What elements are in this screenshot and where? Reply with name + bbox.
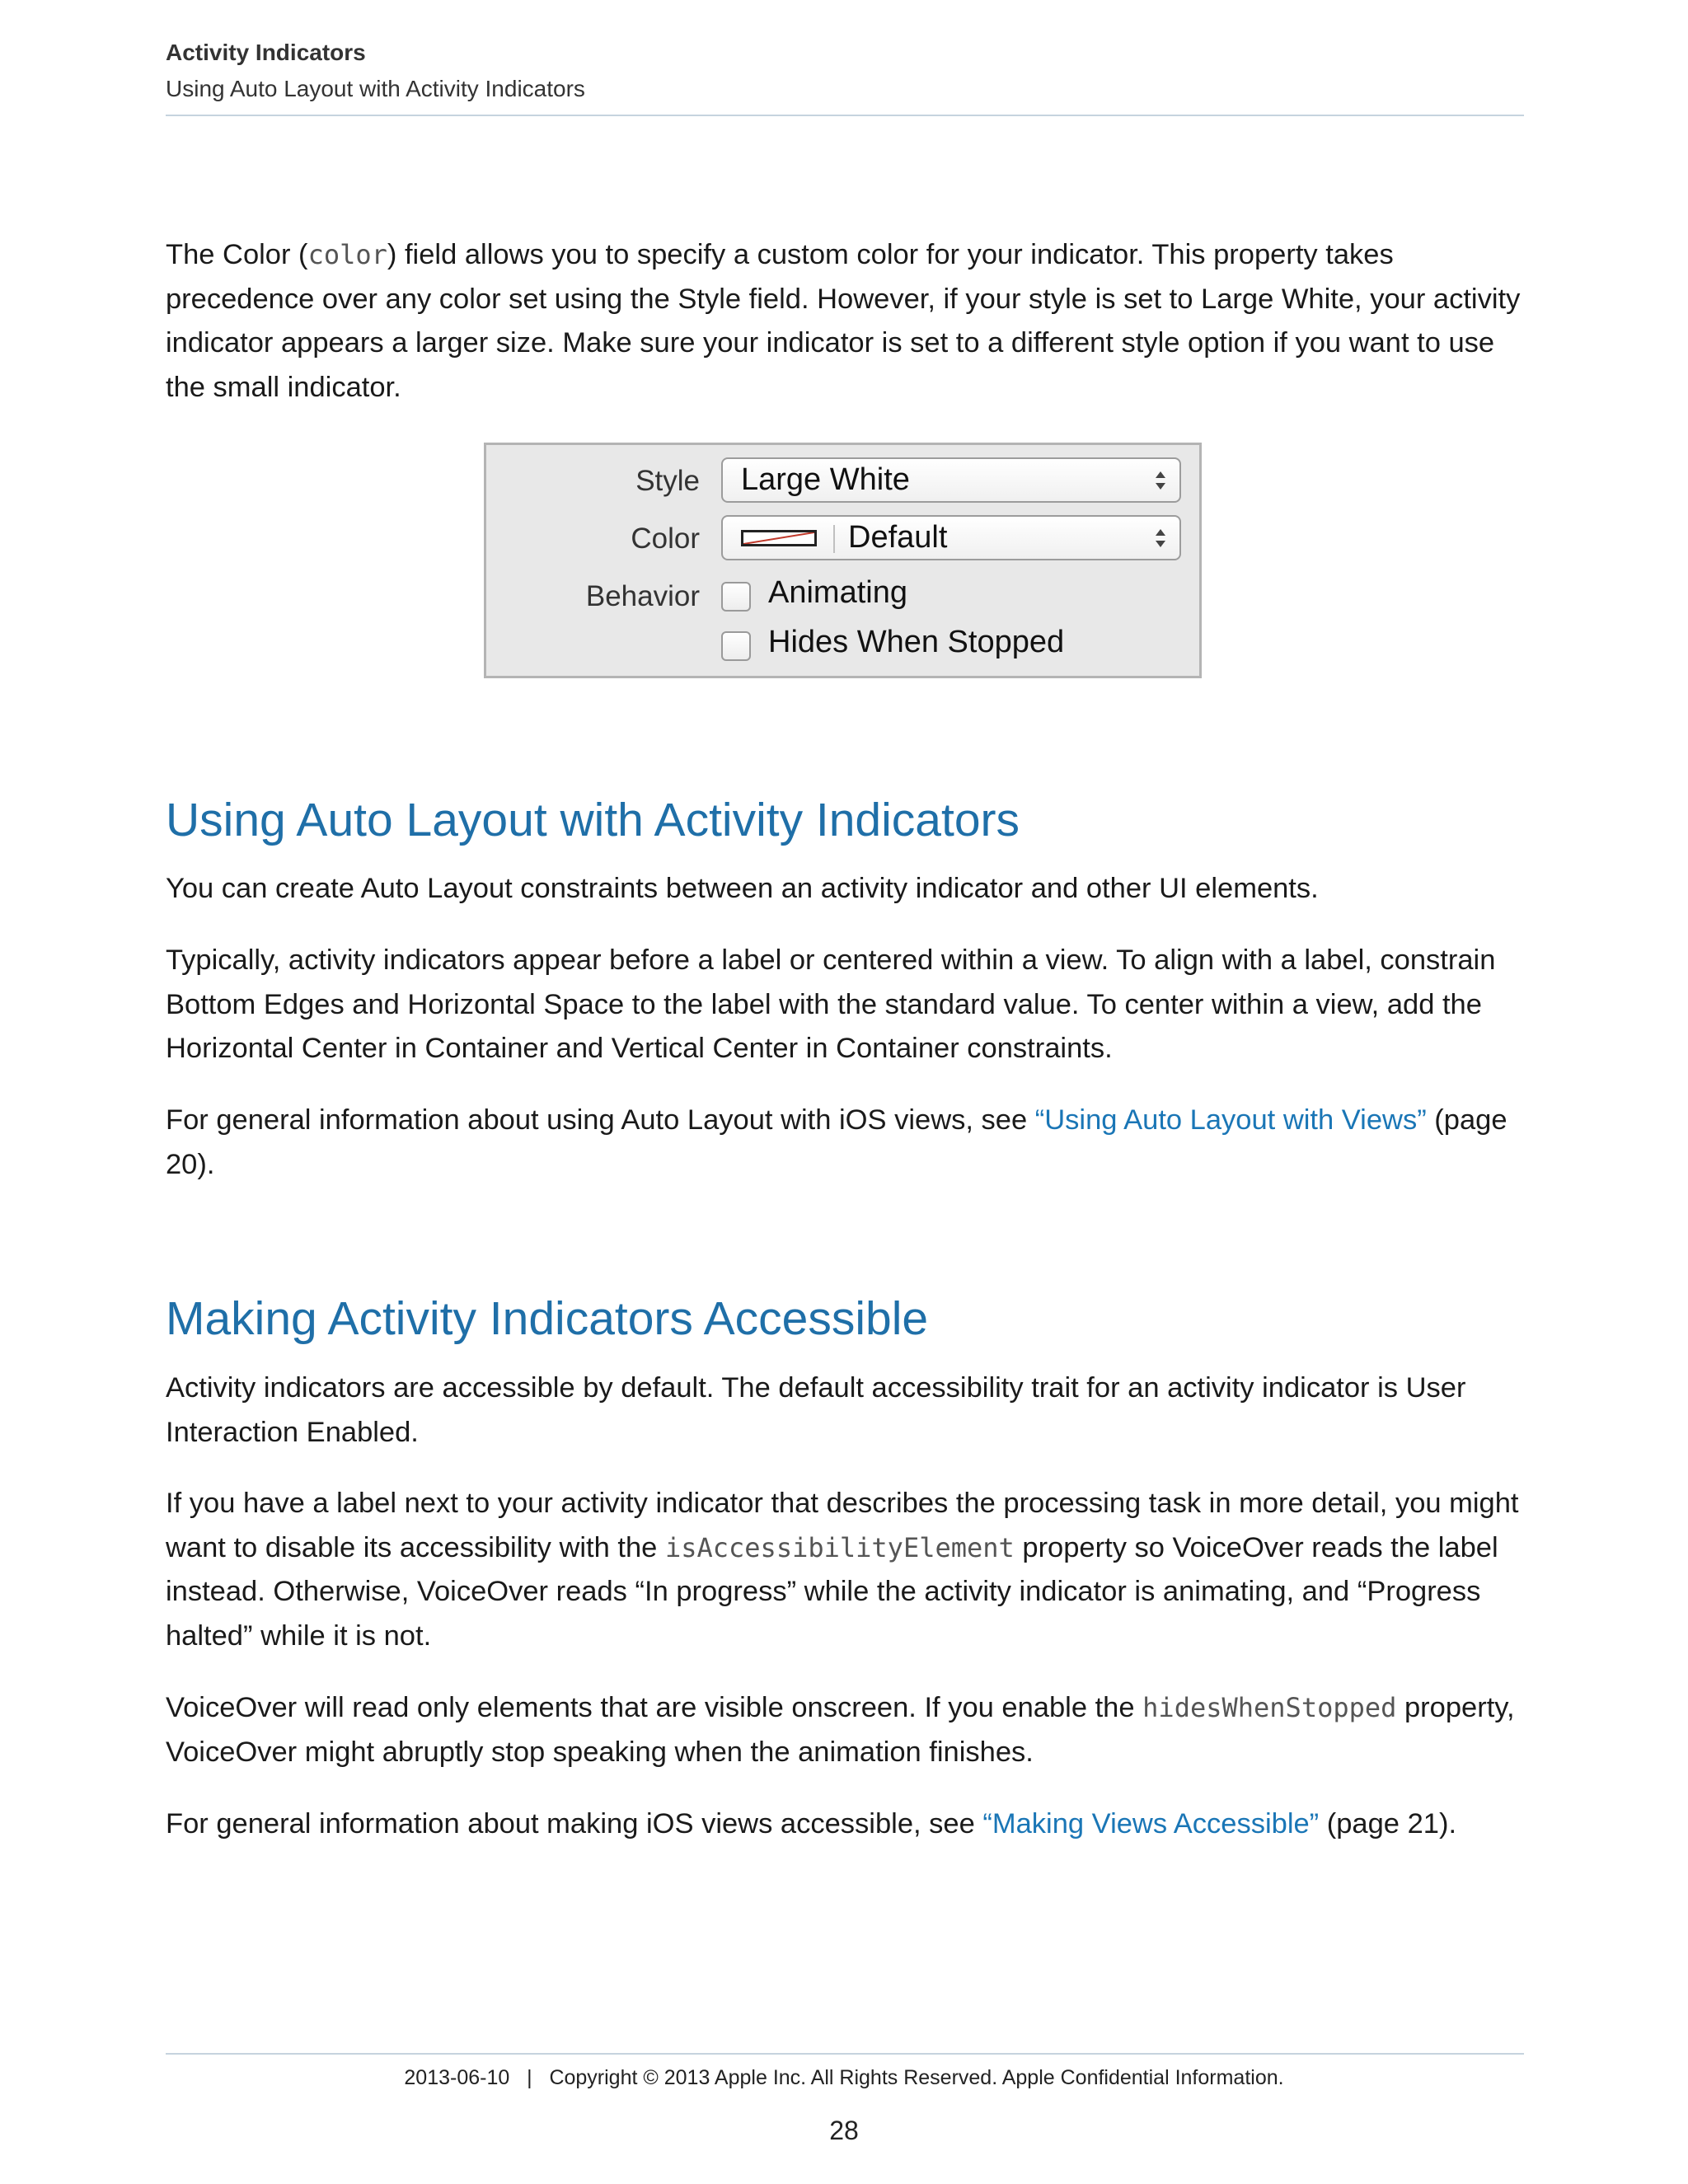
color-label: Color	[631, 523, 700, 555]
autolayout-p3-page: (page 20).	[166, 1104, 1507, 1180]
accessible-p3-text-2: property, VoiceOver might abruptly stop speaking when the animation finishes.	[166, 1692, 1515, 1768]
accessible-paragraph-4	[166, 1802, 1526, 1847]
accessible-p2-text-1: If you have a label next to your activity indicator that describes the processing task in more detail, you might want to disable its accessibility with the	[166, 1488, 1519, 1563]
popup-separator	[833, 525, 835, 553]
accessible-p4-page: (page 21).	[1319, 1808, 1457, 1840]
hides-when-stopped-label: Hides When Stopped	[768, 625, 1065, 659]
header-divider	[166, 115, 1524, 116]
page-number: 28	[829, 2116, 859, 2145]
color-popup-value: Default	[848, 520, 948, 555]
color-swatch-icon	[741, 530, 817, 546]
accessible-p2-text-2: property so VoiceOver reads the label instead. Otherwise, VoiceOver reads “In progress” while the activity indicator is animating, and “Progress halted” while it is not.	[166, 1531, 1498, 1652]
color-popup[interactable]	[721, 515, 1181, 560]
style-popup[interactable]	[721, 457, 1181, 503]
updown-arrows-icon	[1153, 523, 1168, 553]
style-popup-value: Large White	[741, 462, 910, 497]
accessible-p3-text-1: VoiceOver will read only elements that are visible onscreen. If you enable the	[166, 1692, 1143, 1723]
footer-copyright: 2013-06-10 | Copyright © 2013 Apple Inc. All Rights Reserved. Apple Confidential Information.	[404, 2066, 1284, 2089]
accessible-paragraph-2	[166, 1482, 1526, 1658]
intro-text-2: ) field allows you to specify a custom color for your indicator. This property takes precedence over any color set using the Style field. However, if your style is set to Large White, your activity indicator appears a larger size. Make sure your indicator is set to a different style option if you want to use the small indicator.	[166, 239, 1521, 403]
intro-code-color: color	[307, 239, 387, 270]
code-hideswhenstopped: hidesWhenStopped	[1142, 1692, 1397, 1723]
code-isaccessibilityelement: isAccessibilityElement	[664, 1531, 1015, 1563]
animating-label: Animating	[768, 575, 907, 610]
header-section: Using Auto Layout with Activity Indicators	[166, 76, 585, 101]
autolayout-p3-text: For general information about using Auto Layout with iOS views, see	[166, 1104, 1035, 1136]
accessible-paragraph-1: Activity indicators are accessible by default. The default accessibility trait for an activity indicator is User Interaction Enabled.	[166, 1372, 1466, 1448]
accessible-paragraph-3	[166, 1686, 1526, 1774]
animating-checkbox[interactable]	[721, 582, 751, 612]
intro-text-1: The Color (	[166, 239, 308, 270]
link-making-views-accessible[interactable]: “Making Views Accessible”	[982, 1808, 1320, 1840]
autolayout-paragraph-2: Typically, activity indicators appear before a label or centered within a view. To align with a label, constrain Bottom Edges and Horizontal Space to the label with the standard value. To center within a view, add the Horizontal Center in Container and Vertical Center in Container constraints.	[166, 944, 1496, 1064]
style-label: Style	[635, 465, 700, 497]
hides-when-stopped-checkbox[interactable]	[721, 631, 751, 661]
updown-arrows-icon	[1153, 466, 1168, 495]
autolayout-paragraph-3	[166, 1099, 1526, 1187]
accessible-p4-text: For general information about making iOS views accessible, see	[166, 1808, 983, 1840]
footer-divider	[166, 2053, 1524, 2055]
attributes-inspector-figure	[484, 443, 1202, 678]
header-chapter: Activity Indicators	[166, 40, 366, 65]
autolayout-paragraph-1: You can create Auto Layout constraints between an activity indicator and other UI elements.	[166, 873, 1319, 904]
behavior-label: Behavior	[585, 580, 700, 612]
link-using-auto-layout-with-views[interactable]: “Using Auto Layout with Views”	[1034, 1104, 1427, 1136]
intro-paragraph	[166, 233, 1526, 410]
heading-accessible: Making Activity Indicators Accessible	[166, 1292, 929, 1345]
heading-auto-layout: Using Auto Layout with Activity Indicators	[166, 794, 1020, 846]
